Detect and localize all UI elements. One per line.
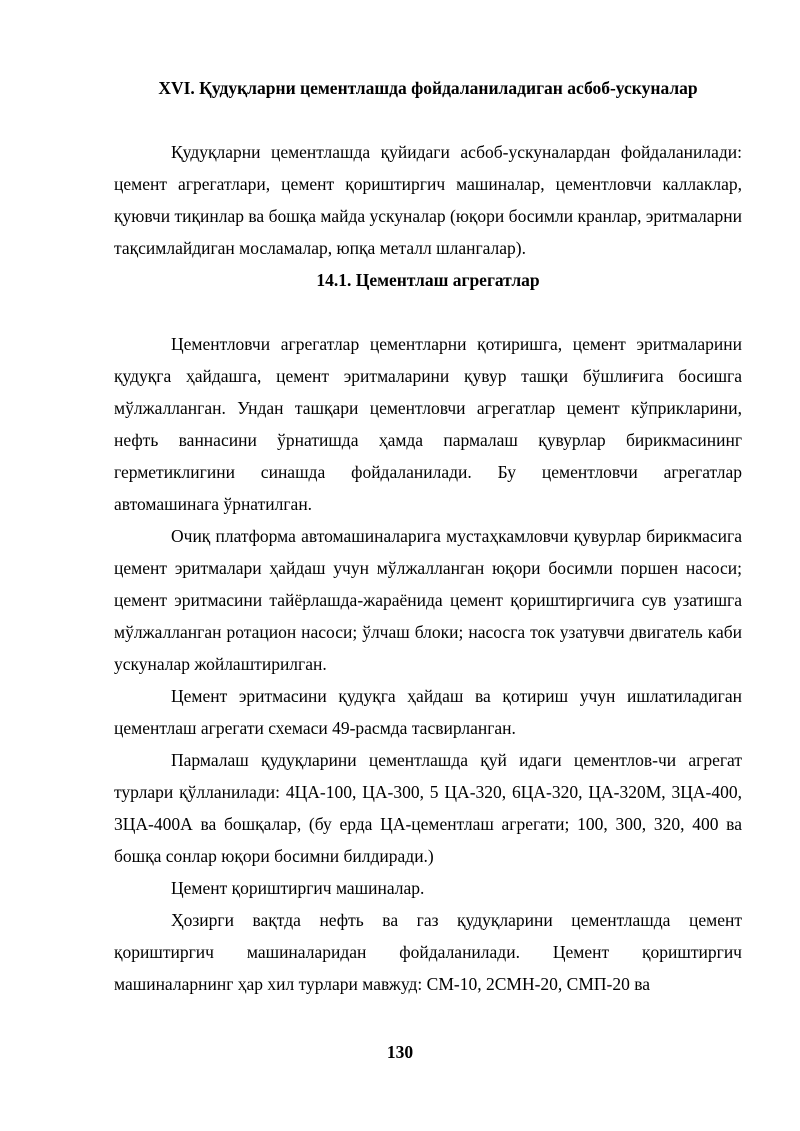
intro-paragraph: Қудуқларни цементлашда қуйидаги асбоб-ускуналардан фойдаланилади: цемент агрегатлари, цемент қориштиргич машиналар, цементловчи каллаклар, қуювчи тиқинлар ва бошқа майда ускуналар (юқори босимли кранлар, эритмаларни тақсимлайдиган мосламалар, юпқа металл шлангалар). [114,142,742,258]
page-content [114,72,742,1000]
paragraph-2: Очиқ платформа автомашиналарига мустаҳкамловчи қувурлар бирикмасига цемент эритмалари ҳайдаш учун мўлжалланган юқори босимли поршен насоси; цемент эритмасини тайёрлашда-жараёнида цемент қориштиргичига сув узатишга мўлжалланган ротацион насоси; ўлчаш блоки; насосга ток узатувчи двигатель каби ускуналар жойлаштирилган. [114,526,742,674]
section-title: 14.1. Цементлаш агрегатлар [316,270,540,290]
paragraph-4: Пармалаш қудуқларини цементлашда қуй идаги цементлов-чи агрегат турлари қўлланилади: 4ЦА-100, ЦА-300, 5 ЦА-320, 6ЦА-320, ЦА-320М, 3ЦА-400, 3ЦА-400А ва бошқалар, (бу ерда ЦА-цементлаш агрегати; 100, 300, 320, 400 ва бошқа сонлар юқори босимни билдиради.) [114,750,742,866]
paragraph-6: Ҳозирги вақтда нефть ва газ қудуқларини цементлашда цемент қориштиргич машиналаридан фойдаланилади. Цемент қориштиргич машиналарнинг ҳар хил турлари мавжуд: СМ-10, 2СМН-20, СМП-20 ва [114,910,742,994]
paragraph-3: Цемент эритмасини қудуқга ҳайдаш ва қотириш учун ишлатиладиган цементлаш агрегати схемаси 49-расмда тасвирланган. [114,686,742,738]
page-number: 130 [386,1042,414,1062]
paragraph-1: Цементловчи агрегатлар цементларни қотиришга, цемент эритмаларини қудуқга ҳайдашга, цемент эритмаларини қувур ташқи бўшлиғига босишга мўлжалланган. Ундан ташқари цементловчи агрегатлар цемент кўприкларини, нефть ваннасини ўрнатишда ҳамда пармалаш қувурлар бирикмасининг герметиклигини синашда фойдаланилади. Бу цементловчи агрегатлар автомашинага ўрнатилган. [114,334,742,514]
paragraph-5: Цемент қориштиргич машиналар. [171,878,425,898]
chapter-title: XVI. Қудуқларни цементлашда фойдаланиладиган асбоб-ускуналар [158,78,698,98]
